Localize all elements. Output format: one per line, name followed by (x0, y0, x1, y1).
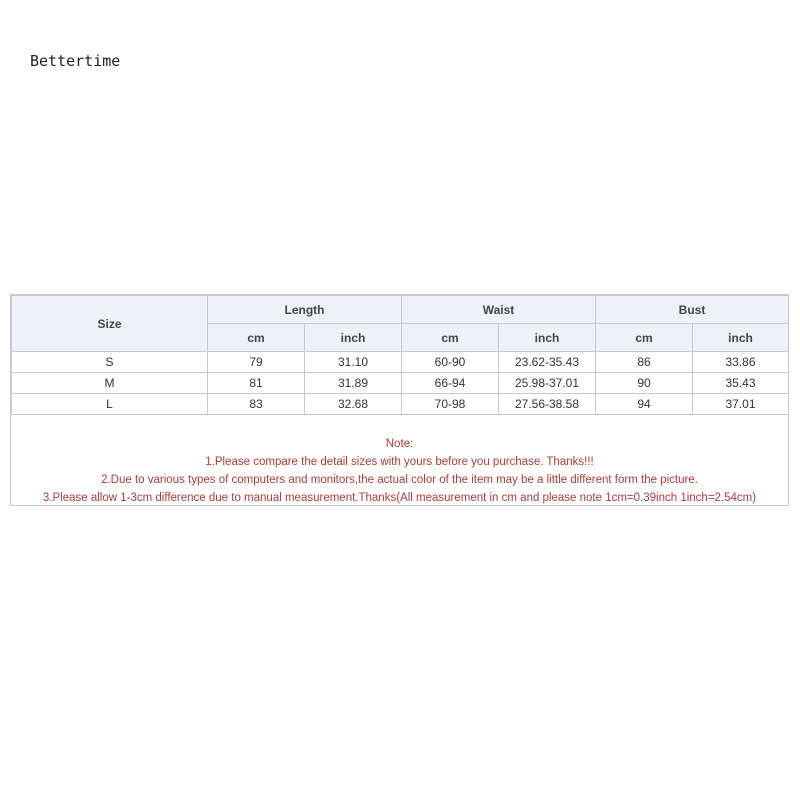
table-cell: 23.62-35.43 (499, 352, 596, 373)
table-row (12, 394, 789, 415)
waist-header: Waist (402, 296, 596, 324)
table-cell: 60-90 (402, 352, 499, 373)
size-cell: L (12, 394, 208, 415)
table-cell: 31.10 (305, 352, 402, 373)
table-cell: 25.98-37.01 (499, 373, 596, 394)
note-line: 3.Please allow 1-3cm difference due to manual measurement.Thanks(All measurement in cm and please note 1cm=0.39inch 1inch=2.54cm) (42, 492, 757, 504)
unit-header: inch (693, 324, 789, 352)
table-cell: 79 (208, 352, 305, 373)
size-column-header: Size (12, 296, 208, 352)
table-cell: 33.86 (693, 352, 789, 373)
table-row (12, 373, 789, 394)
brand-name: Bettertime (30, 52, 121, 70)
table-cell: 83 (208, 394, 305, 415)
unit-header: cm (596, 324, 693, 352)
length-header: Length (208, 296, 402, 324)
unit-header: cm (402, 324, 499, 352)
size-chart (10, 294, 789, 506)
table-cell: 32.68 (305, 394, 402, 415)
size-table (11, 295, 789, 415)
notes-title: Note: (385, 438, 414, 450)
unit-header: inch (305, 324, 402, 352)
bust-header: Bust (596, 296, 789, 324)
size-cell: S (12, 352, 208, 373)
table-cell: 66-94 (402, 373, 499, 394)
note-line: 1.Please compare the detail sizes with yours before you purchase. Thanks!!! (205, 456, 594, 468)
note-line: 2.Due to various types of computers and monitors,the actual color of the item may be a little different form the picture. (101, 474, 698, 486)
table-cell: 81 (208, 373, 305, 394)
table-cell: 94 (596, 394, 693, 415)
table-cell: 35.43 (693, 373, 789, 394)
table-cell: 70-98 (402, 394, 499, 415)
table-cell: 90 (596, 373, 693, 394)
unit-header: cm (208, 324, 305, 352)
size-cell: M (12, 373, 208, 394)
unit-header: inch (499, 324, 596, 352)
table-cell: 31.89 (305, 373, 402, 394)
table-cell: 27.56-38.58 (499, 394, 596, 415)
notes-section (11, 435, 788, 507)
table-cell: 86 (596, 352, 693, 373)
table-cell: 37.01 (693, 394, 789, 415)
table-row (12, 352, 789, 373)
